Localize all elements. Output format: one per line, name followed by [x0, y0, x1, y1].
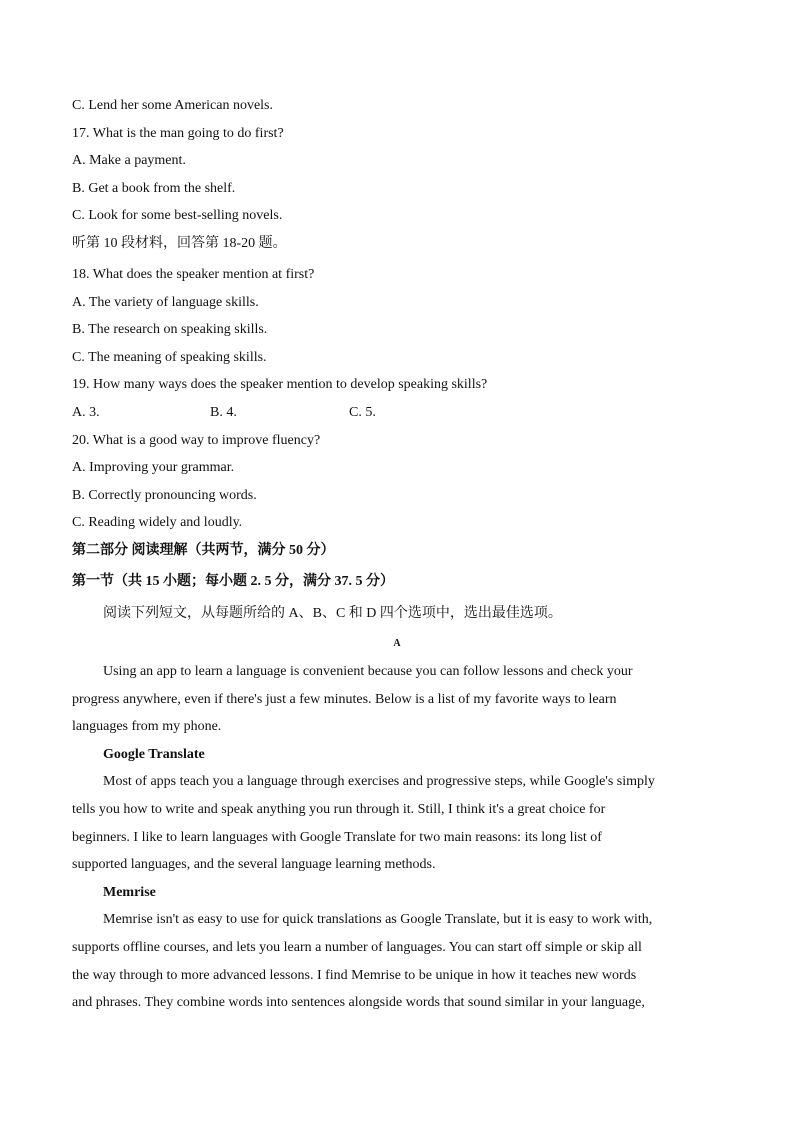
google-para-line-4: supported languages, and the several language learning methods. — [72, 857, 436, 872]
google-translate-heading: Google Translate — [103, 747, 205, 762]
q20-stem: 20. What is a good way to improve fluency? — [72, 433, 321, 448]
memrise-heading: Memrise — [103, 885, 156, 900]
passage-label: A — [393, 638, 401, 649]
q18-stem: 18. What does the speaker mention at first? — [72, 267, 315, 282]
q19-stem: 19. How many ways does the speaker mention to develop speaking skills? — [72, 377, 488, 392]
google-para-line-2: tells you how to write and speak anything you run through it. Still, I think it's a great choice for — [72, 802, 606, 817]
q18-option-a: A. The variety of language skills. — [72, 295, 259, 310]
section1-heading: 第一节（共 15 小题；每小题 2. 5 分，满分 37. 5 分） — [72, 574, 394, 589]
q18-option-c: C. The meaning of speaking skills. — [72, 350, 267, 365]
intro-line-1-text: Using an app to learn a language is convenient because you can follow lessons and check your — [103, 664, 633, 679]
q19-option-a: A. 3. — [72, 405, 100, 420]
reading-instruction: 阅读下列短文，从每题所给的 A、B、C 和 D 四个选项中，选出最佳选项。 — [103, 606, 562, 621]
q17-option-a: A. Make a payment. — [72, 153, 186, 168]
google-para-line-3: beginners. I like to learn languages with Google Translate for two main reasons: its long list of — [72, 830, 602, 845]
memrise-para-line-4: and phrases. They combine words into sentences alongside words that sound similar in your language, — [72, 995, 645, 1010]
q20-option-b: B. Correctly pronouncing words. — [72, 488, 257, 503]
q19-option-c: C. 5. — [349, 405, 376, 420]
q19-options — [72, 403, 376, 423]
memrise-para-line-3: the way through to more advanced lessons. I find Memrise to be unique in how it teaches new words — [72, 968, 637, 983]
google-para-line-1: Most of apps teach you a language through exercises and progressive steps, while Google's simply — [103, 774, 655, 789]
intro-line-1 — [103, 662, 720, 682]
q20-option-c: C. Reading widely and loudly. — [72, 515, 243, 530]
memrise-para-line-2: supports offline courses, and lets you learn a number of languages. You can start off simple or skip all — [72, 940, 642, 955]
section-10-instruction: 听第 10 段材料，回答第 18-20 题。 — [72, 236, 287, 251]
q18-option-b: B. The research on speaking skills. — [72, 322, 268, 337]
q20-option-a: A. Improving your grammar. — [72, 460, 235, 475]
q17-option-c: C. Look for some best-selling novels. — [72, 208, 283, 223]
intro-line-3: languages from my phone. — [72, 719, 222, 734]
q19-option-b: B. 4. — [210, 405, 237, 420]
q17-stem: 17. What is the man going to do first? — [72, 126, 284, 141]
memrise-para-line-1: Memrise isn't as easy to use for quick translations as Google Translate, but it is easy to work with, — [103, 912, 653, 927]
q16-option-c: C. Lend her some American novels. — [72, 98, 274, 113]
part2-heading: 第二部分 阅读理解（共两节，满分 50 分） — [72, 543, 335, 558]
intro-line-2: progress anywhere, even if there's just a few minutes. Below is a list of my favorite ways to learn — [72, 692, 617, 707]
q17-option-b: B. Get a book from the shelf. — [72, 181, 236, 196]
